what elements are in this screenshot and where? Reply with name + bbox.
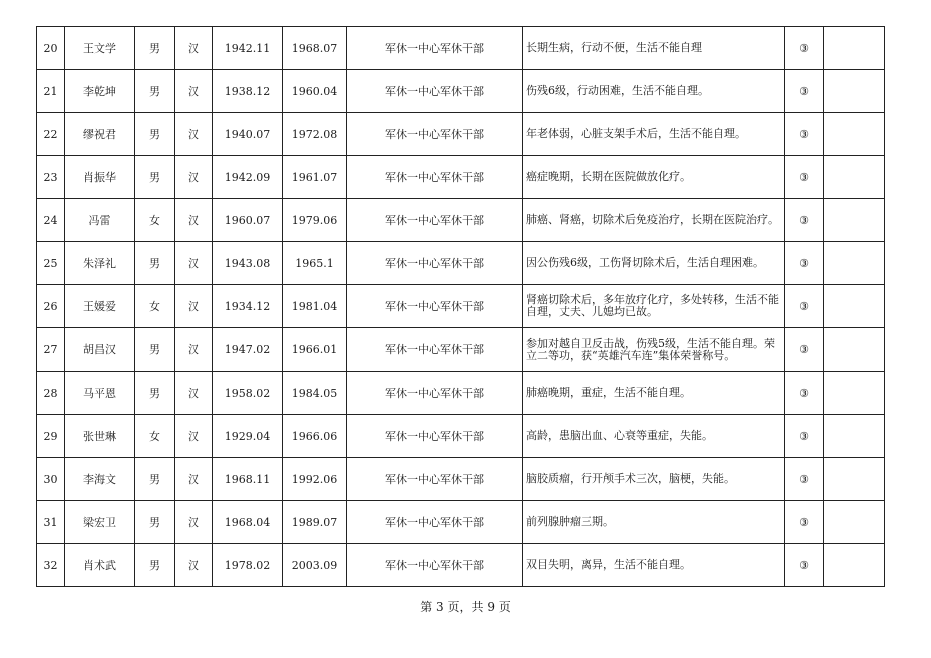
table-row — [37, 285, 885, 328]
gender-cell: 男 — [135, 501, 175, 544]
birth-date-cell: 1968.04 — [213, 501, 283, 544]
service-date-cell: 1968.07 — [283, 27, 347, 70]
unit-cell: 军休一中心军休干部 — [347, 501, 523, 544]
service-date-cell: 1972.08 — [283, 113, 347, 156]
reason-cell: 癌症晚期，长期在医院做放化疗。 — [523, 156, 785, 199]
name-cell: 马平恩 — [65, 372, 135, 415]
ethnicity-cell: 汉 — [175, 199, 213, 242]
service-date-cell: 1966.06 — [283, 415, 347, 458]
table-row — [37, 70, 885, 113]
reason-cell: 参加对越自卫反击战，伤残5级，生活不能自理。荣立二等功，获“英雄汽车连”集体荣誉称号。 — [523, 328, 785, 372]
row-number-cell: 20 — [37, 27, 65, 70]
category-cell: ③ — [785, 415, 824, 458]
reason-cell: 脑胶质瘤，行开颅手术三次，脑梗，失能。 — [523, 458, 785, 501]
name-cell: 王媛爱 — [65, 285, 135, 328]
unit-cell: 军休一中心军休干部 — [347, 458, 523, 501]
table-row — [37, 113, 885, 156]
category-cell: ③ — [785, 242, 824, 285]
name-cell: 王文学 — [65, 27, 135, 70]
birth-date-cell: 1960.07 — [213, 199, 283, 242]
service-date-cell: 1981.04 — [283, 285, 347, 328]
remark-cell — [824, 156, 885, 199]
ethnicity-cell: 汉 — [175, 328, 213, 372]
gender-cell: 男 — [135, 328, 175, 372]
row-number-cell: 27 — [37, 328, 65, 372]
birth-date-cell: 1943.08 — [213, 242, 283, 285]
remark-cell — [824, 113, 885, 156]
category-cell: ③ — [785, 285, 824, 328]
reason-cell: 高龄，患脑出血、心衰等重症，失能。 — [523, 415, 785, 458]
unit-cell: 军休一中心军休干部 — [347, 113, 523, 156]
row-number-cell: 28 — [37, 372, 65, 415]
unit-cell: 军休一中心军休干部 — [347, 199, 523, 242]
reason-cell: 前列腺肿瘤三期。 — [523, 501, 785, 544]
ethnicity-cell: 汉 — [175, 372, 213, 415]
table-row — [37, 199, 885, 242]
category-cell: ③ — [785, 156, 824, 199]
unit-cell: 军休一中心军休干部 — [347, 285, 523, 328]
row-number-cell: 22 — [37, 113, 65, 156]
unit-cell: 军休一中心军休干部 — [347, 544, 523, 587]
remark-cell — [824, 328, 885, 372]
remark-cell — [824, 242, 885, 285]
service-date-cell: 1992.06 — [283, 458, 347, 501]
reason-cell: 年老体弱，心脏支架手术后，生活不能自理。 — [523, 113, 785, 156]
service-date-cell: 1989.07 — [283, 501, 347, 544]
ethnicity-cell: 汉 — [175, 113, 213, 156]
remark-cell — [824, 372, 885, 415]
birth-date-cell: 1968.11 — [213, 458, 283, 501]
gender-cell: 男 — [135, 156, 175, 199]
reason-cell: 肺癌、肾癌，切除术后免疫治疗，长期在医院治疗。 — [523, 199, 785, 242]
name-cell: 冯雷 — [65, 199, 135, 242]
name-cell: 胡昌汉 — [65, 328, 135, 372]
gender-cell: 男 — [135, 27, 175, 70]
reason-cell: 双目失明，离异，生活不能自理。 — [523, 544, 785, 587]
name-cell: 肖振华 — [65, 156, 135, 199]
remark-cell — [824, 285, 885, 328]
ethnicity-cell: 汉 — [175, 70, 213, 113]
name-cell: 梁宏卫 — [65, 501, 135, 544]
gender-cell: 男 — [135, 113, 175, 156]
category-cell: ③ — [785, 70, 824, 113]
gender-cell: 男 — [135, 242, 175, 285]
birth-date-cell: 1938.12 — [213, 70, 283, 113]
birth-date-cell: 1978.02 — [213, 544, 283, 587]
unit-cell: 军休一中心军休干部 — [347, 156, 523, 199]
service-date-cell: 1965.1 — [283, 242, 347, 285]
row-number-cell: 31 — [37, 501, 65, 544]
table-row — [37, 501, 885, 544]
ethnicity-cell: 汉 — [175, 285, 213, 328]
category-cell: ③ — [785, 544, 824, 587]
birth-date-cell: 1929.04 — [213, 415, 283, 458]
row-number-cell: 30 — [37, 458, 65, 501]
category-cell: ③ — [785, 199, 824, 242]
table-row — [37, 415, 885, 458]
birth-date-cell: 1940.07 — [213, 113, 283, 156]
reason-cell: 伤残6级，行动困难，生活不能自理。 — [523, 70, 785, 113]
birth-date-cell: 1958.02 — [213, 372, 283, 415]
category-cell: ③ — [785, 458, 824, 501]
service-date-cell: 2003.09 — [283, 544, 347, 587]
birth-date-cell: 1942.09 — [213, 156, 283, 199]
remark-cell — [824, 501, 885, 544]
gender-cell: 女 — [135, 415, 175, 458]
category-cell: ③ — [785, 372, 824, 415]
name-cell: 张世琳 — [65, 415, 135, 458]
gender-cell: 男 — [135, 544, 175, 587]
table-row — [37, 544, 885, 587]
ethnicity-cell: 汉 — [175, 156, 213, 199]
birth-date-cell: 1947.02 — [213, 328, 283, 372]
personnel-table — [36, 26, 885, 587]
ethnicity-cell: 汉 — [175, 242, 213, 285]
birth-date-cell: 1942.11 — [213, 27, 283, 70]
remark-cell — [824, 70, 885, 113]
remark-cell — [824, 27, 885, 70]
remark-cell — [824, 458, 885, 501]
birth-date-cell: 1934.12 — [213, 285, 283, 328]
remark-cell — [824, 199, 885, 242]
unit-cell: 军休一中心军休干部 — [347, 328, 523, 372]
remark-cell — [824, 415, 885, 458]
ethnicity-cell: 汉 — [175, 27, 213, 70]
row-number-cell: 32 — [37, 544, 65, 587]
row-number-cell: 25 — [37, 242, 65, 285]
table-row — [37, 458, 885, 501]
table-row — [37, 27, 885, 70]
table-row — [37, 242, 885, 285]
row-number-cell: 21 — [37, 70, 65, 113]
unit-cell: 军休一中心军休干部 — [347, 372, 523, 415]
name-cell: 缪祝君 — [65, 113, 135, 156]
unit-cell: 军休一中心军休干部 — [347, 27, 523, 70]
page-footer: 第 3 页，共 9 页 — [420, 600, 511, 614]
reason-cell: 肾癌切除术后，多年放疗化疗，多处转移，生活不能自理，丈夫、儿媳均已故。 — [523, 285, 785, 328]
category-cell: ③ — [785, 328, 824, 372]
gender-cell: 男 — [135, 458, 175, 501]
service-date-cell: 1984.05 — [283, 372, 347, 415]
category-cell: ③ — [785, 27, 824, 70]
service-date-cell: 1960.04 — [283, 70, 347, 113]
row-number-cell: 29 — [37, 415, 65, 458]
table-row — [37, 156, 885, 199]
row-number-cell: 26 — [37, 285, 65, 328]
category-cell: ③ — [785, 113, 824, 156]
service-date-cell: 1966.01 — [283, 328, 347, 372]
reason-cell: 长期生病，行动不便，生活不能自理 — [523, 27, 785, 70]
row-number-cell: 23 — [37, 156, 65, 199]
unit-cell: 军休一中心军休干部 — [347, 415, 523, 458]
category-cell: ③ — [785, 501, 824, 544]
name-cell: 李乾坤 — [65, 70, 135, 113]
table-row — [37, 372, 885, 415]
name-cell: 李海文 — [65, 458, 135, 501]
ethnicity-cell: 汉 — [175, 501, 213, 544]
row-number-cell: 24 — [37, 199, 65, 242]
gender-cell: 女 — [135, 285, 175, 328]
reason-cell: 因公伤残6级，工伤肾切除术后，生活自理困难。 — [523, 242, 785, 285]
service-date-cell: 1979.06 — [283, 199, 347, 242]
remark-cell — [824, 544, 885, 587]
ethnicity-cell: 汉 — [175, 544, 213, 587]
unit-cell: 军休一中心军休干部 — [347, 70, 523, 113]
gender-cell: 男 — [135, 70, 175, 113]
name-cell: 朱泽礼 — [65, 242, 135, 285]
ethnicity-cell: 汉 — [175, 415, 213, 458]
name-cell: 肖术武 — [65, 544, 135, 587]
reason-cell: 肺癌晚期，重症，生活不能自理。 — [523, 372, 785, 415]
unit-cell: 军休一中心军休干部 — [347, 242, 523, 285]
service-date-cell: 1961.07 — [283, 156, 347, 199]
ethnicity-cell: 汉 — [175, 458, 213, 501]
gender-cell: 女 — [135, 199, 175, 242]
table-row — [37, 328, 885, 372]
gender-cell: 男 — [135, 372, 175, 415]
